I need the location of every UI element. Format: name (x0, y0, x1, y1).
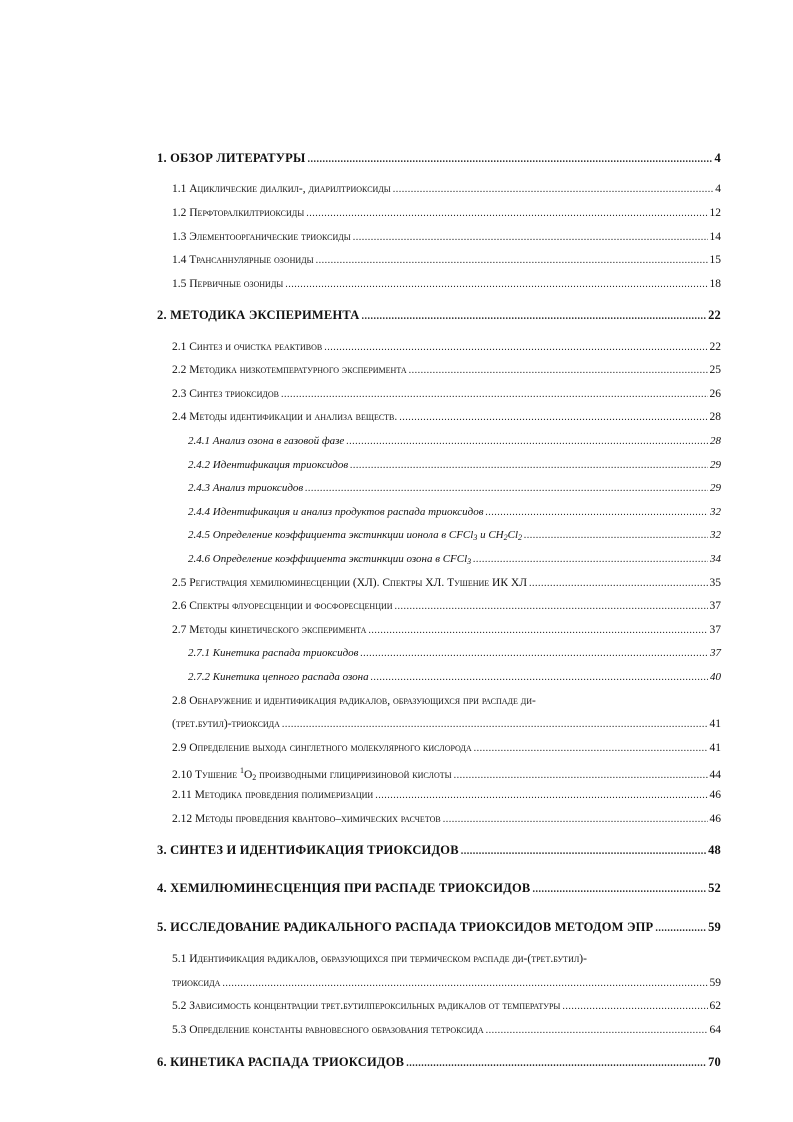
toc-page: 46 (709, 789, 721, 801)
leader-dots (454, 767, 708, 785)
toc-page: 37 (709, 624, 721, 636)
toc-title: 2.6 Спектры флуоресценции и фосфоресценции (172, 600, 393, 612)
toc-title: 2.4.4 Идентификация и анализ продуктов распада триоксидов (188, 506, 484, 518)
leader-dots (305, 480, 708, 498)
leader-dots (362, 308, 707, 326)
leader-dots (399, 409, 707, 427)
toc-title: 4. ХЕМИЛЮМИНЕСЦЕНЦИЯ ПРИ РАСПАДЕ ТРИОКСИДОВ (157, 881, 531, 895)
leader-dots (353, 229, 708, 247)
toc-page: 25 (709, 364, 721, 376)
toc-entry-2-4 (172, 408, 721, 426)
toc-page: 62 (709, 1000, 721, 1012)
leader-dots (655, 920, 706, 938)
leader-dots (368, 622, 707, 640)
toc-entry-1-2 (172, 204, 721, 222)
leader-dots (486, 1022, 708, 1040)
toc-page: 70 (708, 1055, 721, 1069)
toc-entry-1-1 (172, 180, 721, 198)
leader-dots (222, 975, 707, 993)
toc-entry-2-3 (172, 385, 721, 403)
toc-page: 34 (710, 553, 721, 565)
leader-dots (485, 504, 708, 522)
toc-title: 5.2 Зависимость концентрации трет.бутилпероксильных радикалов от температуры (172, 1000, 561, 1012)
leader-dots (532, 881, 706, 899)
toc-page: 35 (709, 577, 721, 589)
toc-page: 46 (709, 813, 721, 825)
toc-title: 2.7.2 Кинетика цепного распада озона (188, 671, 369, 683)
toc-title: 3. СИНТЕЗ И ИДЕНТИФИКАЦИЯ ТРИОКСИДОВ (157, 843, 459, 857)
leader-dots (406, 1055, 706, 1073)
toc-title: 2.7.1 Кинетика распада триоксидов (188, 647, 359, 659)
toc-entry-2-2 (172, 361, 721, 379)
toc-entry-1-5 (172, 275, 721, 293)
leader-dots (360, 645, 708, 663)
toc-entry-5-1-line1 (172, 950, 721, 968)
toc-title: 2.4.2 Идентификация триоксидов (188, 459, 349, 471)
leader-dots (474, 740, 708, 758)
toc-title (172, 762, 452, 787)
toc-title: 2.1 Синтез и очистка реактивов (172, 341, 323, 353)
toc-page: 48 (708, 843, 721, 857)
superscript: 1 (239, 766, 244, 775)
toc-title-part: 2.4.5 Определение коэффициента экстинкции ионола в CFCl (188, 529, 474, 541)
leader-dots (395, 598, 708, 616)
toc-entry-2-4-2 (188, 456, 721, 474)
toc-page: 22 (708, 308, 721, 322)
leader-dots (316, 252, 708, 270)
toc-entry-6 (157, 1053, 721, 1071)
toc-page: 37 (709, 600, 721, 612)
toc-entry-2-4-6 (188, 550, 721, 568)
toc-entry-2-4-5 (188, 526, 721, 544)
toc-title: 2.3 Синтез триоксидов (172, 388, 279, 400)
toc-entry-2-7 (172, 621, 721, 639)
leader-dots (307, 151, 712, 169)
toc-title: 2.2 Методика низкотемпературного эксперимента (172, 364, 407, 376)
toc-page: 37 (710, 647, 721, 659)
toc-entry-4 (157, 879, 721, 897)
toc-page: 64 (709, 1024, 721, 1036)
toc-entry-2-7-1 (188, 644, 721, 662)
toc-title: 1.2 Перфторалкилтриоксиды (172, 207, 305, 219)
toc-entry-5-1 (172, 974, 721, 992)
toc-title-part: O (243, 769, 253, 781)
toc-page: 28 (709, 411, 721, 423)
toc-title-part: 2.10 Тушение (172, 769, 240, 781)
toc-title: (трет.бутил)-триоксида (172, 718, 280, 730)
leader-dots (306, 205, 707, 223)
toc-title (188, 550, 471, 571)
toc-page: 12 (709, 207, 721, 219)
toc-title: 2.4.3 Анализ триоксидов (188, 482, 304, 494)
toc-page: 41 (709, 742, 721, 754)
toc-title: 1. ОБЗОР ЛИТЕРАТУРЫ (157, 151, 306, 165)
toc-title: 1.3 Элементоорганические триоксиды (172, 231, 351, 243)
leader-dots (409, 362, 708, 380)
toc-title: 2.5 Регистрация хемилюминесценции (ХЛ). Спектры ХЛ. Тушение ИК ХЛ (172, 577, 528, 589)
toc-title: 6. КИНЕТИКА РАСПАДА ТРИОКСИДОВ (157, 1055, 405, 1069)
toc-entry-2-7-2 (188, 668, 721, 686)
toc-title: 1.1 Ациклические диалкил-, диарилтриоксиды (172, 183, 391, 195)
toc-entry-2-6 (172, 597, 721, 615)
toc-entry-5-2 (172, 997, 721, 1015)
toc-page: 14 (709, 231, 721, 243)
toc-title: 2.12 Методы проведения квантово–химических расчетов (172, 813, 441, 825)
leader-dots (461, 843, 706, 861)
leader-dots (350, 457, 708, 475)
toc-entry-2-4-1 (188, 432, 721, 450)
toc-entry-2 (157, 306, 721, 324)
subscript: 2 (503, 533, 508, 542)
toc-title: 2.4 Методы идентификации и анализа веществ. (172, 411, 398, 423)
toc-entry-2-4-3 (188, 479, 721, 497)
toc-title: 5.3 Определение константы равновесного образования тетроксида (172, 1024, 484, 1036)
leader-dots (473, 551, 708, 569)
toc-entry-3 (157, 841, 721, 859)
toc-title: 1.5 Первичные озониды (172, 278, 284, 290)
toc-title: 2.8 Обнаружение и идентификация радикалов, образующихся при распаде ди- (172, 695, 536, 707)
toc-page: 29 (710, 459, 721, 471)
toc-entry-2-8-line1 (172, 692, 721, 710)
toc-entry-2-12 (172, 810, 721, 828)
toc-title-part: Cl (507, 529, 519, 541)
toc-title: триоксида (172, 977, 221, 989)
leader-dots (285, 276, 707, 294)
leader-dots (282, 716, 708, 734)
toc-entry-5 (157, 918, 721, 936)
toc-title-part: 2.4.6 Определение коэффициента экстинкции озона в CFCl (188, 553, 468, 565)
toc-title: 2.11 Методика проведения полимеризации (172, 789, 374, 801)
toc-title: 1.4 Трансаннулярные озониды (172, 254, 314, 266)
subscript: 2 (252, 773, 257, 782)
toc-page: 4 (714, 151, 721, 165)
toc-title (188, 526, 522, 547)
leader-dots (562, 998, 707, 1016)
leader-dots (281, 386, 708, 404)
subscript: 3 (473, 533, 478, 542)
toc-title: 5. ИССЛЕДОВАНИЕ РАДИКАЛЬНОГО РАСПАДА ТРИОКСИДОВ МЕТОДОМ ЭПР (157, 920, 654, 934)
leader-dots (393, 181, 714, 199)
toc-page: 32 (710, 506, 721, 518)
toc-entry-1-3 (172, 228, 721, 246)
toc-title: 5.1 Идентификация радикалов, образующихся при термическом распаде ди-(трет.бутил)- (172, 953, 587, 965)
toc-page: 4 (715, 183, 721, 195)
leader-dots (375, 787, 707, 805)
leader-dots (524, 527, 708, 545)
toc-page: 22 (709, 341, 721, 353)
toc-entry-2-11 (172, 786, 721, 804)
toc-page: 44 (709, 769, 721, 781)
toc-page: 29 (710, 482, 721, 494)
leader-dots (371, 669, 708, 687)
toc-title-part: и CH (477, 529, 504, 541)
toc-page: 52 (708, 881, 721, 895)
toc-entry-2-5 (172, 574, 721, 592)
toc-entry-2-10 (172, 762, 721, 780)
toc-entry-2-1 (172, 338, 721, 356)
toc-page: 18 (709, 278, 721, 290)
toc-page: 26 (709, 388, 721, 400)
leader-dots (324, 339, 707, 357)
subscript: 3 (467, 557, 472, 566)
leader-dots (529, 575, 707, 593)
toc-entry-5-3 (172, 1021, 721, 1039)
toc-title: 2.4.1 Анализ озона в газовой фазе (188, 435, 345, 447)
toc-entry-1-4 (172, 251, 721, 269)
subscript: 2 (518, 533, 523, 542)
toc-page: 40 (710, 671, 721, 683)
toc-title: 2.9 Определение выхода синглетного молекулярного кислорода (172, 742, 472, 754)
toc-entry-1 (157, 149, 721, 167)
toc-page: 59 (708, 920, 721, 934)
toc-entry-2-4-4 (188, 503, 721, 521)
toc-page: 59 (709, 977, 721, 989)
toc-entry-2-8 (172, 715, 721, 733)
toc-page: 15 (709, 254, 721, 266)
toc-page: 41 (709, 718, 721, 730)
toc-entry-2-9 (172, 739, 721, 757)
leader-dots (346, 433, 708, 451)
leader-dots (443, 811, 708, 829)
toc-page: 28 (710, 435, 721, 447)
toc-title: 2.7 Методы кинетического эксперимента (172, 624, 367, 636)
toc-title: 2. МЕТОДИКА ЭКСПЕРИМЕНТА (157, 308, 360, 322)
toc-page: 32 (710, 529, 721, 541)
toc-title-part: производными глицирризиновой кислоты (256, 769, 452, 781)
